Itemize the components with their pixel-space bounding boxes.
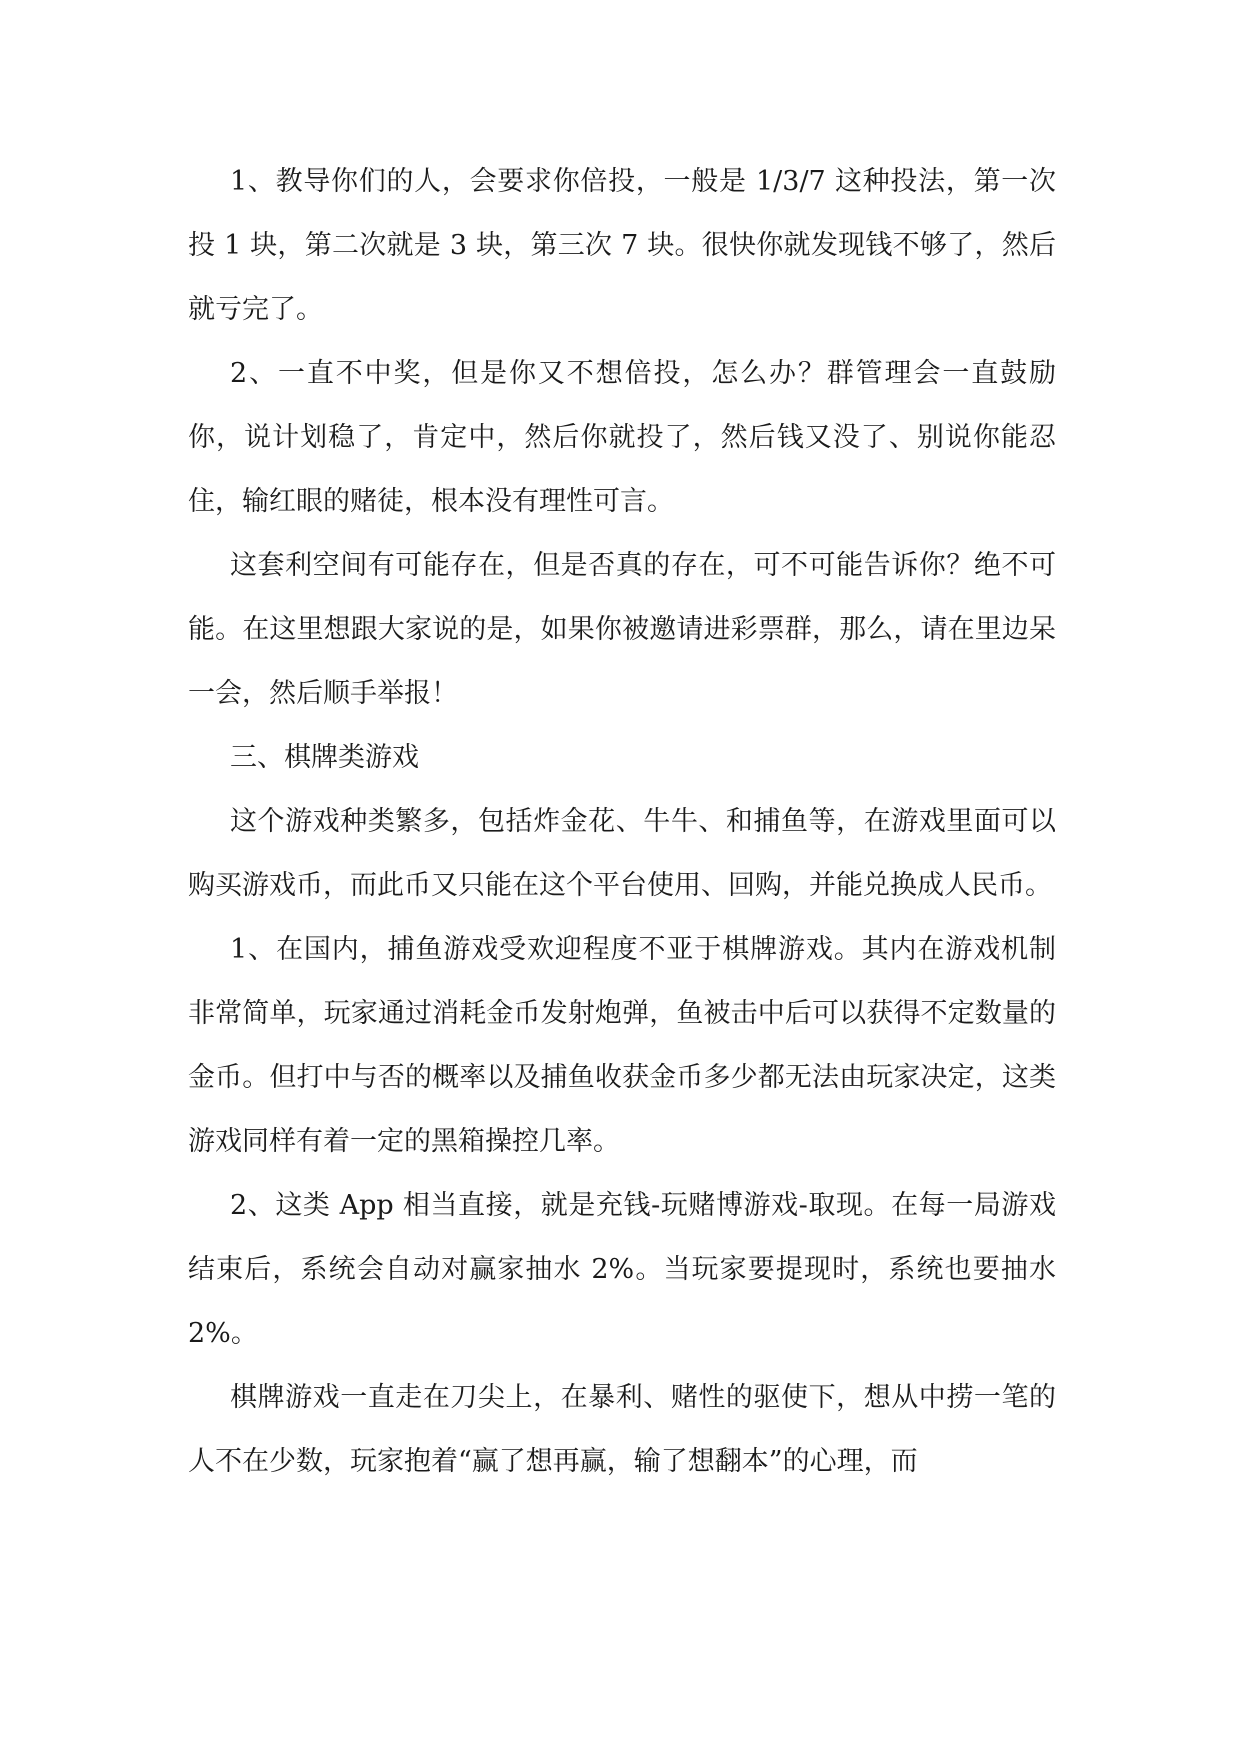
paragraph-card-games-risk: 棋牌游戏一直走在刀尖上，在暴利、赌性的驱使下，想从中捞一笔的人不在少数，玩家抱着“赢了想再赢，输了想翻本”的心理，而 <box>188 1382 1056 1477</box>
paragraph-group-encouragement: 2、一直不中奖，但是你又不想倍投，怎么办？群管理会一直鼓励你，说计划稳了，肯定中，然后你就投了，然后钱又没了、别说你能忍住，输红眼的赌徒，根本没有理性可言。 <box>188 358 1056 517</box>
document-page <box>188 150 1056 1494</box>
paragraph-app-commission: 2、这类 App 相当直接，就是充钱-玩赌博游戏-取现。在每一局游戏结束后，系统会自动对赢家抽水 2%。当玩家要提现时，系统也要抽水 2%。 <box>188 1190 1056 1349</box>
section-heading-card-games: 三、棋牌类游戏 <box>230 742 419 773</box>
paragraph-arbitrage-warning: 这套利空间有可能存在，但是否真的存在，可不可能告诉你？绝不可能。在这里想跟大家说的是，如果你被邀请进彩票群，那么，请在里边呆一会，然后顺手举报！ <box>188 550 1056 709</box>
paragraph-fishing-games: 1、在国内，捕鱼游戏受欢迎程度不亚于棋牌游戏。其内在游戏机制非常简单，玩家通过消耗金币发射炮弹，鱼被击中后可以获得不定数量的金币。但打中与否的概率以及捕鱼收获金币多少都无法由玩家决定，这类游戏同样有着一定的黑箱操控几率。 <box>188 934 1056 1157</box>
paragraph-betting-method: 1、教导你们的人，会要求你倍投，一般是 1/3/7 这种投法，第一次投 1 块，第二次就是 3 块，第三次 7 块。很快你就发现钱不够了，然后就亏完了。 <box>188 166 1056 325</box>
paragraph-card-games-intro: 这个游戏种类繁多，包括炸金花、牛牛、和捕鱼等，在游戏里面可以购买游戏币，而此币又只能在这个平台使用、回购，并能兑换成人民币。 <box>188 806 1056 901</box>
